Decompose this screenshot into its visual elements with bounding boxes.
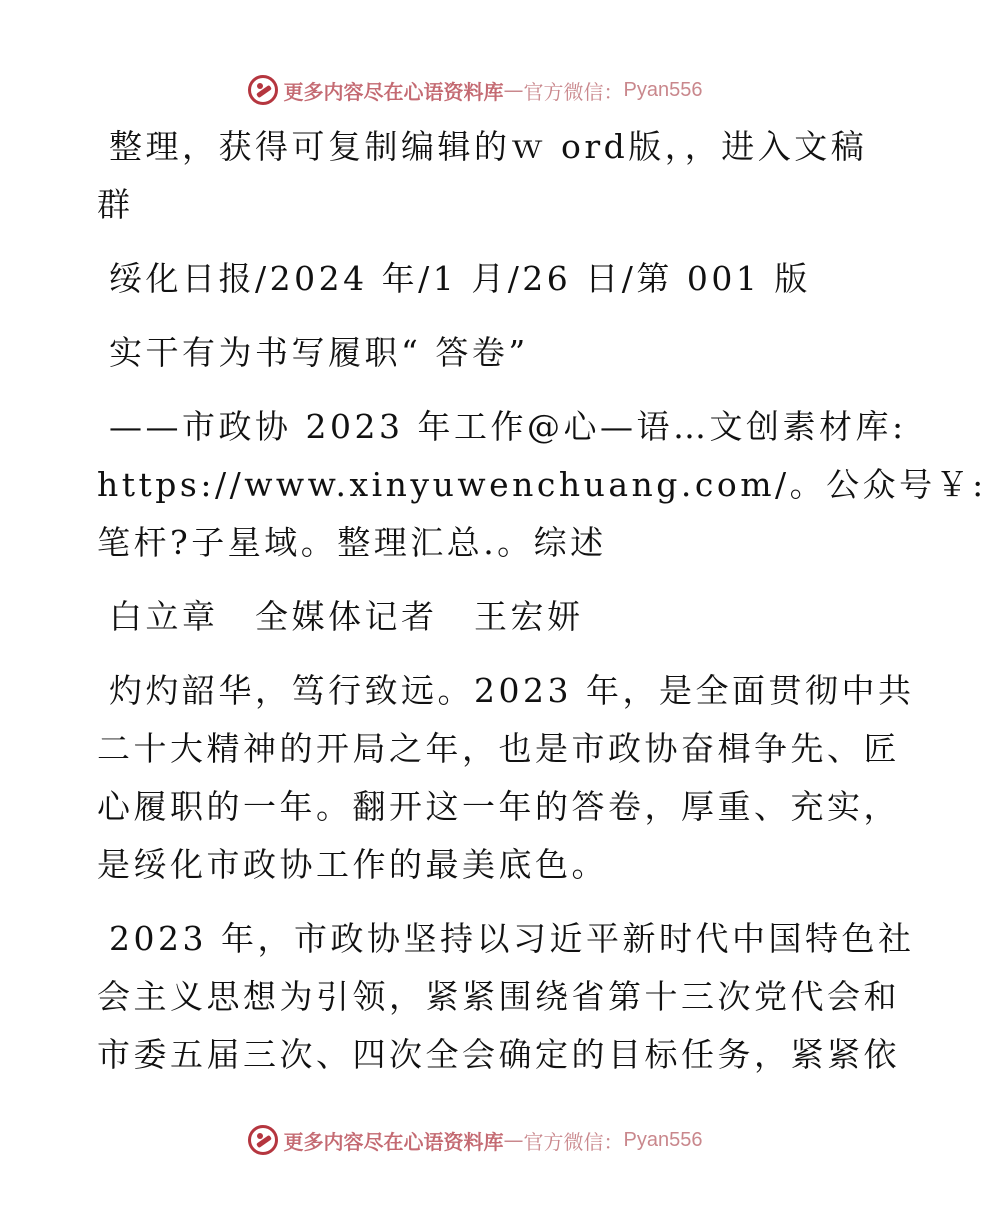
text-line: 会主义思想为引领，紧紧围绕省第十三次党代会和 bbox=[97, 977, 900, 1016]
text-line: 实干有为书写履职“ 答卷” bbox=[109, 333, 529, 372]
watermark-id: Pyan556 bbox=[623, 78, 703, 101]
paragraph-intro bbox=[97, 118, 868, 234]
watermark-header bbox=[0, 70, 950, 110]
text-line: 绥化日报/2024 年/1 月/26 日/第 001 版 bbox=[109, 259, 811, 298]
text-line: 笔杆?子星域。整理汇总.。综述 bbox=[97, 523, 607, 562]
pen-logo-icon bbox=[248, 75, 278, 105]
article-subtitle bbox=[97, 398, 987, 572]
watermark-label: 官方微信： bbox=[523, 79, 624, 104]
text-line: 整理，获得可复制编辑的ｗ ord版，，进入文稿 bbox=[109, 127, 868, 166]
watermark-label: 官方微信： bbox=[523, 1129, 624, 1154]
watermark-id: Pyan556 bbox=[623, 1128, 703, 1151]
text-line: 2023 年，市政协坚持以习近平新时代中国特色社 bbox=[109, 919, 915, 958]
text-line: 二十大精神的开局之年，也是市政协奋楫争先、匠 bbox=[97, 729, 900, 768]
pen-logo-icon bbox=[248, 1125, 278, 1155]
text-line: 群 bbox=[97, 185, 134, 224]
text-line: 市委五届三次、四次全会确定的目标任务，紧紧依 bbox=[97, 1035, 900, 1074]
text-line: 心履职的一年。翻开这一年的答卷，厚重、充实， bbox=[97, 787, 900, 826]
document-body bbox=[97, 118, 987, 1100]
text-line: 白立章 全媒体记者 王宏妍 bbox=[109, 597, 584, 636]
watermark-brand: 更多内容尽在心语资料库 bbox=[283, 1129, 504, 1154]
text-line: 是绥化市政协工作的最美底色。 bbox=[97, 845, 608, 884]
watermark-footer bbox=[0, 1120, 950, 1160]
watermark-separator: — bbox=[503, 1128, 524, 1152]
text-line: 灼灼韶华，笃行致远。2023 年，是全面贯彻中共 bbox=[109, 671, 915, 710]
paragraph-source bbox=[97, 250, 857, 308]
watermark-separator: — bbox=[503, 78, 524, 102]
paragraph-body-2 bbox=[97, 910, 915, 1084]
text-line: ——市政协 2023 年工作@心—语…文创素材库: bbox=[109, 407, 907, 446]
watermark-brand: 更多内容尽在心语资料库 bbox=[283, 79, 504, 104]
text-line: https://www.xinyuwenchuang.com/。公众号￥: bbox=[97, 465, 987, 504]
article-byline bbox=[97, 588, 857, 646]
paragraph-body-1 bbox=[97, 662, 915, 894]
article-title bbox=[97, 324, 857, 382]
